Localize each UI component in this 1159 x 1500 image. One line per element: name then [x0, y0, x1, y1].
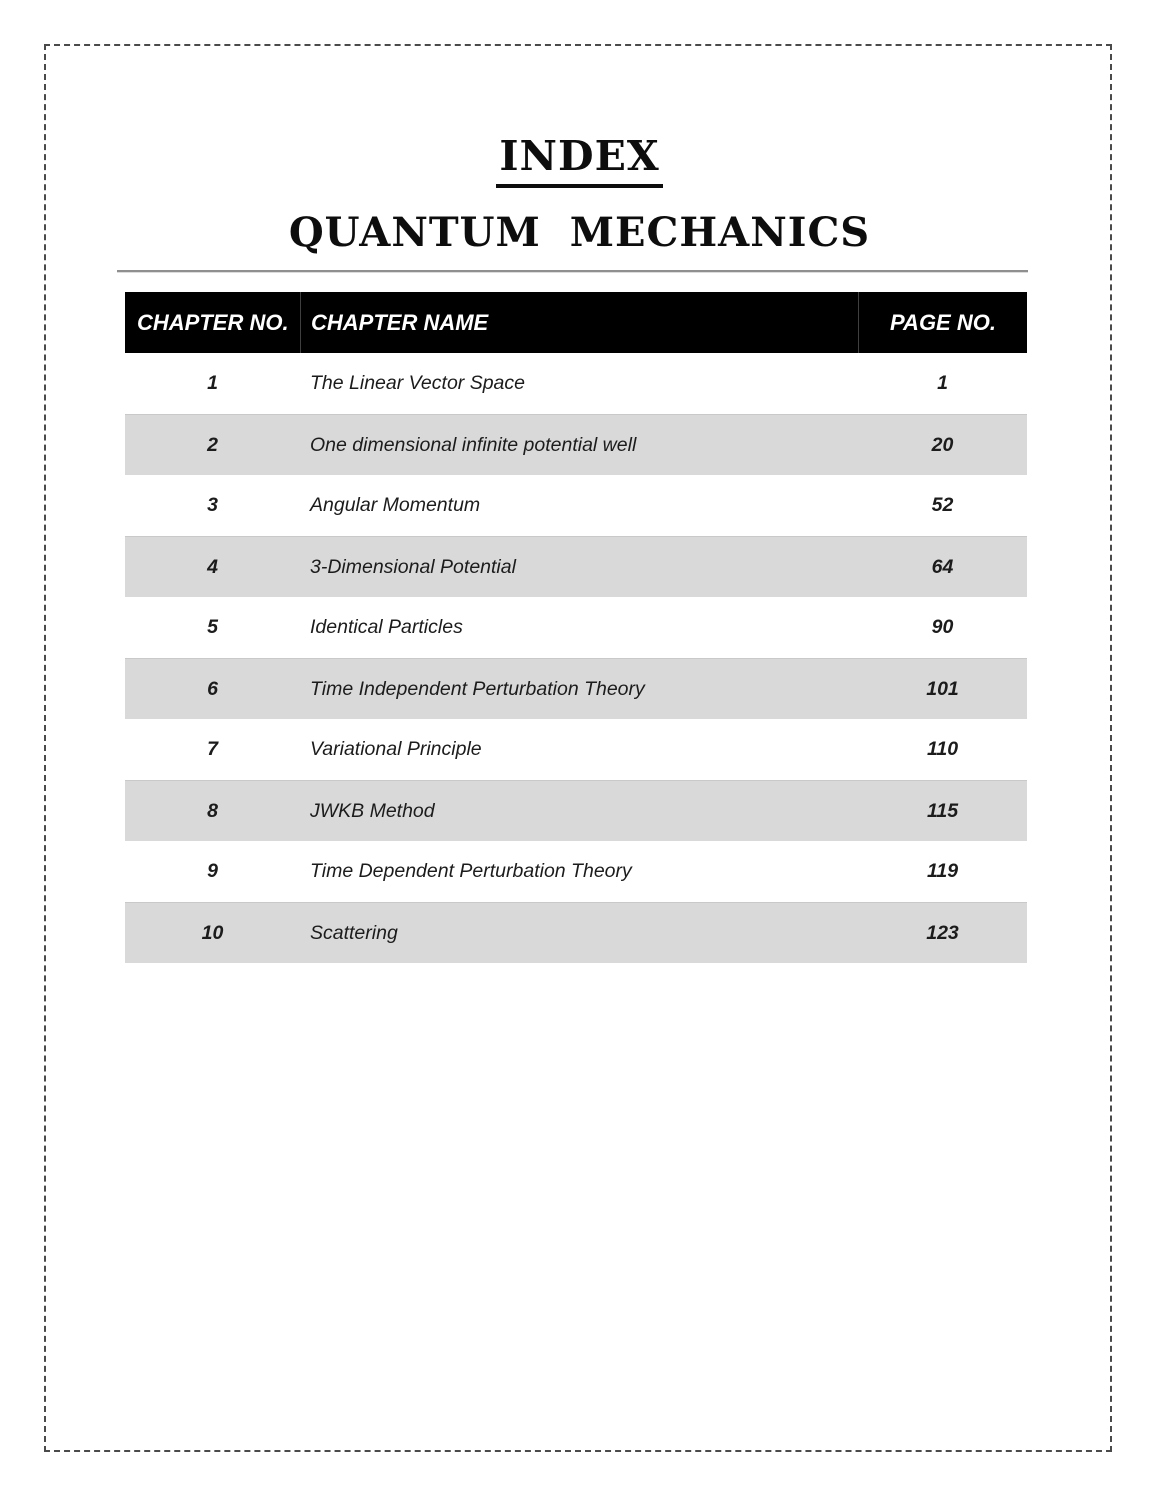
cell-page-no: 101	[926, 677, 959, 700]
cell-chapter-no: 8	[207, 799, 218, 822]
cell-chapter-no: 3	[207, 494, 218, 516]
cell-chapter-no: 6	[207, 677, 218, 700]
cell-page-no: 115	[926, 799, 959, 822]
table-row	[125, 536, 1027, 597]
table-row	[125, 719, 1027, 780]
cell-page-no: 64	[931, 555, 954, 578]
cell-page-no: 90	[931, 616, 954, 638]
cell-chapter-name: Identical Particles	[310, 616, 463, 638]
page-title	[0, 132, 1159, 188]
table-row	[125, 414, 1027, 475]
index-table	[125, 292, 1027, 963]
cell-page-no: 1	[937, 372, 948, 394]
cell-page-no: 52	[931, 494, 954, 516]
cell-chapter-name: Time Dependent Perturbation Theory	[310, 860, 632, 882]
cell-chapter-name: Scattering	[310, 921, 398, 944]
table-row	[125, 902, 1027, 963]
cell-chapter-no: 10	[201, 921, 224, 944]
cell-chapter-name: Angular Momentum	[310, 494, 481, 516]
column-header-chapter-no: CHAPTER NO.	[137, 309, 289, 335]
page-title-text: INDEX	[496, 136, 662, 188]
cell-chapter-no: 2	[207, 433, 218, 456]
table-row	[125, 841, 1027, 902]
cell-chapter-no: 4	[207, 555, 218, 578]
column-header-chapter-name: CHAPTER NAME	[300, 292, 858, 353]
table-body	[125, 353, 1027, 963]
table-row	[125, 597, 1027, 658]
column-header-page-no: PAGE NO.	[858, 292, 1027, 353]
cell-page-no: 20	[931, 433, 954, 456]
cell-page-no: 123	[926, 921, 959, 944]
table-row	[125, 353, 1027, 414]
horizontal-divider	[117, 270, 1028, 273]
cell-page-no: 110	[926, 738, 959, 760]
page-subtitle: QUANTUM MECHANICS	[288, 209, 871, 256]
cell-chapter-name: Variational Principle	[310, 738, 482, 760]
cell-chapter-no: 5	[207, 616, 218, 638]
cell-chapter-name: 3-Dimensional Potential	[310, 555, 516, 578]
cell-chapter-name: The Linear Vector Space	[310, 372, 525, 394]
cell-page-no: 119	[926, 860, 959, 882]
table-row	[125, 658, 1027, 719]
cell-chapter-name: One dimensional infinite potential well	[310, 433, 637, 456]
cell-chapter-name: Time Independent Perturbation Theory	[310, 677, 645, 700]
cell-chapter-no: 7	[207, 738, 218, 760]
table-row	[125, 780, 1027, 841]
cell-chapter-no: 1	[207, 372, 218, 394]
table-header-row	[125, 292, 1027, 353]
cell-chapter-name: JWKB Method	[310, 799, 435, 822]
table-row	[125, 475, 1027, 536]
cell-chapter-no: 9	[207, 860, 218, 882]
